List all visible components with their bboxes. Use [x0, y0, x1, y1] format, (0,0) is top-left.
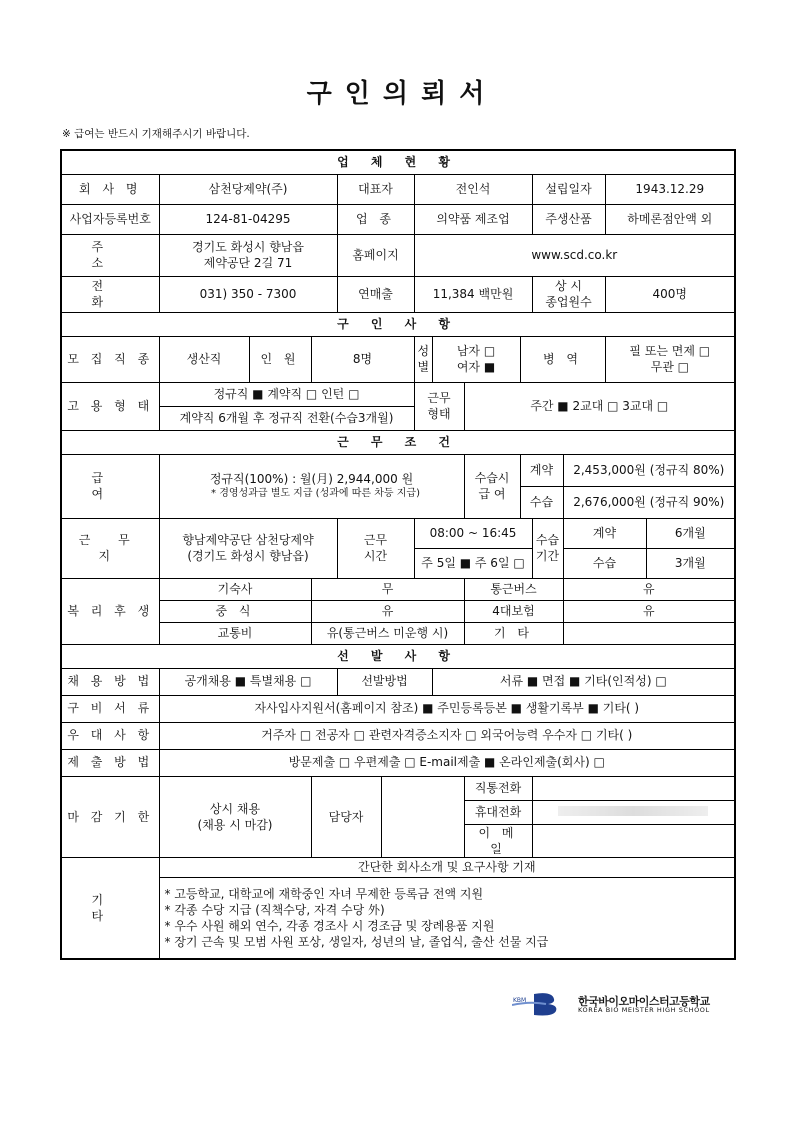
- direct-phone-label: 직통전화: [464, 776, 532, 800]
- founded-value: 1943.12.29: [605, 174, 735, 204]
- school-name-en: KOREA BIO MEISTER HIGH SCHOOL: [578, 1006, 710, 1014]
- other-benefit-label: 기 타: [464, 622, 563, 644]
- military-option-1[interactable]: 필 또는 면제 □: [629, 343, 711, 358]
- trainee-salary-label: [464, 454, 520, 518]
- school-logo: [512, 991, 752, 1017]
- trainee-label-2: 급 여: [478, 487, 506, 501]
- salary-main: 정규직(100%) : 월(月) 2,944,000 원: [209, 472, 414, 487]
- contract-salary: 2,453,000원 (정규직 80%): [563, 454, 735, 486]
- location-line1: 향남제약공단 삼천당제약: [182, 532, 314, 547]
- gender-label: [414, 336, 432, 382]
- logo-small-text: KBM: [513, 997, 527, 1004]
- meal-value: 유: [311, 600, 464, 622]
- location-label: 근 무 지: [61, 518, 159, 578]
- submit-label: 제 출 방 법: [61, 749, 159, 776]
- probation-label: 수습: [520, 486, 563, 518]
- industry-label: 업 종: [337, 204, 414, 234]
- military-option-2[interactable]: 무관 □: [650, 360, 689, 374]
- deadline-line2: (채용 시 마감): [197, 817, 273, 832]
- process-label: 선발방법: [337, 668, 432, 695]
- dorm-label: 기숙사: [159, 578, 311, 600]
- company-name: 삼천당제약(주): [159, 174, 337, 204]
- gender-male[interactable]: 남자 □: [456, 343, 496, 358]
- etc-label: 기 타: [61, 857, 159, 959]
- product-label: 주생산품: [532, 204, 605, 234]
- mobile-value: [532, 800, 735, 824]
- submit-value[interactable]: 방문제출 □ 우편제출 □ E-mail제출 ■ 온라인제출(회사) □: [159, 749, 735, 776]
- etc-intro: 간단한 회사소개 및 요구사항 기재: [159, 857, 735, 877]
- etc-item: * 장기 근속 및 모범 사원 포상, 생일자, 성년의 날, 졸업식, 출산 선물 지급: [164, 935, 549, 950]
- period-probation-label: 수습: [563, 548, 646, 578]
- welfare-label: 복 리 후 생: [61, 578, 159, 644]
- period-label: [532, 518, 563, 578]
- page-title: 구 인 의 뢰 서: [306, 79, 487, 109]
- gender-label-2: 별: [417, 360, 430, 374]
- period-label-2: 기간: [535, 549, 560, 563]
- method-label: 채 용 방 법: [61, 668, 159, 695]
- military-label: 병 역: [520, 336, 605, 382]
- gender-options: [432, 336, 520, 382]
- recruit-form-table: [60, 149, 736, 960]
- recruit-section-header: 구 인 사 항: [61, 312, 735, 336]
- email-value: [532, 824, 735, 857]
- product-value: 하메론점안액 외: [605, 204, 735, 234]
- deadline-value: [159, 776, 311, 857]
- employees-label-2: 종업원수: [545, 295, 592, 309]
- probation-salary: 2,676,000원 (정규직 90%): [563, 486, 735, 518]
- emp-type-options: [159, 382, 414, 430]
- pref-value[interactable]: 거주자 □ 전공자 □ 관련자격증소지자 □ 외국어능력 우수자 □ 기타( ): [159, 722, 735, 749]
- military-options: [605, 336, 735, 382]
- hours-label-1: 근무: [363, 532, 388, 547]
- employees-label: [532, 276, 605, 312]
- email-label: 이 메 일: [464, 824, 532, 857]
- period-contract-value: 6개월: [646, 518, 735, 548]
- job-label: 모 집 직 종: [61, 336, 159, 382]
- pref-label: 우 대 사 항: [61, 722, 159, 749]
- regno-label: 사업자등록번호: [61, 204, 159, 234]
- address-value: [159, 234, 337, 276]
- gender-female[interactable]: 여자 ■: [456, 360, 496, 374]
- trainee-label-1: 수습시: [474, 470, 510, 485]
- salary-bonus-note: * 경영성과급 별도 지급 (성과에 따른 차등 지급): [211, 488, 420, 500]
- founded-label: 설립일자: [532, 174, 605, 204]
- insurance-value: 유: [563, 600, 735, 622]
- direct-phone-value: [532, 776, 735, 800]
- emp-type-line1[interactable]: 정규직 ■ 계약직 □ 인턴 □: [160, 383, 414, 407]
- hours-value: 08:00 ~ 16:45: [414, 518, 532, 548]
- other-benefit-value: [563, 622, 735, 644]
- emp-type-label: 고 용 형 태: [61, 382, 159, 430]
- job-value: 생산직: [159, 336, 249, 382]
- transport-label: 교통비: [159, 622, 311, 644]
- contract-label: 계약: [520, 454, 563, 486]
- count-label: 인 원: [249, 336, 311, 382]
- deadline-line1: 상시 채용: [209, 801, 261, 816]
- gender-label-1: 성: [417, 343, 430, 358]
- hours-label: [337, 518, 414, 578]
- mobile-label: 휴대전화: [464, 800, 532, 824]
- homepage-label: 홈페이지: [337, 234, 414, 276]
- revenue-label: 연매출: [337, 276, 414, 312]
- manager-label: 담당자: [311, 776, 381, 857]
- etc-item: * 각종 수당 지급 (직책수당, 자격 수당 外): [164, 902, 385, 917]
- employees-value: 400명: [605, 276, 735, 312]
- phone-label: 전 화: [61, 276, 159, 312]
- count-value: 8명: [311, 336, 414, 382]
- work-type-label-2: 형태: [427, 407, 451, 421]
- selection-section-header: 선 발 사 항: [61, 644, 735, 668]
- deadline-label: 마 감 기 한: [61, 776, 159, 857]
- location-value: [159, 518, 337, 578]
- hours-label-2: 시간: [363, 549, 388, 563]
- emp-type-line2: 계약직 6개월 후 정규직 전환(수습3개월): [179, 410, 394, 425]
- salary-value: [159, 454, 464, 518]
- address-label: 주 소: [61, 234, 159, 276]
- work-days[interactable]: 주 5일 ■ 주 6일 □: [414, 548, 532, 578]
- period-label-1: 수습: [535, 532, 560, 547]
- etc-item: * 고등학교, 대학교에 재학중인 자녀 무제한 등록금 전액 지원: [164, 886, 484, 901]
- salary-note: ※ 급여는 반드시 기재해주시기 바랍니다.: [62, 128, 250, 140]
- docs-value[interactable]: 자사입사지원서(홈페이지 참조) ■ 주민등록등본 ■ 생활기록부 ■ 기타( ): [159, 695, 735, 722]
- period-probation-value: 3개월: [646, 548, 735, 578]
- process-value[interactable]: 서류 ■ 면접 ■ 기타(인적성) □: [432, 668, 735, 695]
- regno-value: 124-81-04295: [159, 204, 337, 234]
- etc-item: * 우수 사원 해외 연수, 각종 경조사 시 경조금 및 장례용품 지원: [164, 919, 495, 934]
- docs-label: 구 비 서 류: [61, 695, 159, 722]
- industry-value: 의약품 제조업: [414, 204, 532, 234]
- employees-label-1: 상 시: [555, 278, 582, 293]
- manager-value: [381, 776, 464, 857]
- work-type-options[interactable]: 주간 ■ 2교대 □ 3교대 □: [464, 382, 735, 430]
- location-line2: (경기도 화성시 향남읍): [187, 549, 309, 563]
- insurance-label: 4대보험: [464, 600, 563, 622]
- meal-label: 중 식: [159, 600, 311, 622]
- address-line2: 제약공단 2길 71: [203, 256, 293, 270]
- ceo-value: 전인석: [414, 174, 532, 204]
- redacted-mobile: [558, 806, 708, 816]
- method-value[interactable]: 공개채용 ■ 특별채용 □: [159, 668, 337, 695]
- school-logo-mark: [512, 991, 576, 1017]
- school-name-ko: 한국바이오마이스터고등학교: [578, 995, 710, 1008]
- period-contract-label: 계약: [563, 518, 646, 548]
- company-section-header: 업 체 현 황: [61, 150, 735, 174]
- bus-value: 유: [563, 578, 735, 600]
- conditions-section-header: 근 무 조 건: [61, 430, 735, 454]
- address-line1: 경기도 화성시 향남읍: [192, 239, 304, 254]
- salary-label: 급 여: [61, 454, 159, 518]
- dorm-value: 무: [311, 578, 464, 600]
- homepage-value[interactable]: www.scd.co.kr: [414, 234, 735, 276]
- etc-list: [159, 877, 735, 959]
- phone-value: 031) 350 - 7300: [159, 276, 337, 312]
- revenue-value: 11,384 백만원: [414, 276, 532, 312]
- transport-value: 유(통근버스 미운행 시): [311, 622, 464, 644]
- work-type-label: [414, 382, 464, 430]
- work-type-label-1: 근무: [427, 390, 451, 405]
- bus-label: 통근버스: [464, 578, 563, 600]
- company-name-label: 회 사 명: [61, 174, 159, 204]
- ceo-label: 대표자: [337, 174, 414, 204]
